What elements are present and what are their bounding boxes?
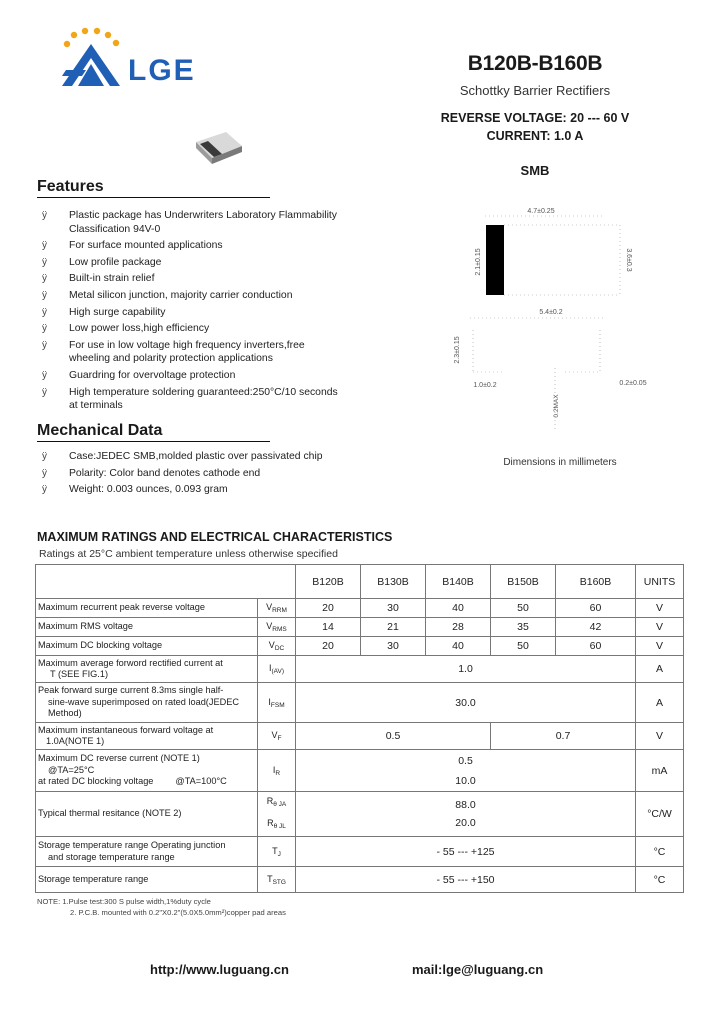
param-symbol: $I_R$: [258, 750, 296, 792]
table-row: [36, 792, 684, 837]
param-symbol: $T_{STG}$: [258, 867, 296, 893]
features-heading: Features: [37, 178, 270, 198]
column-header: B150B: [491, 565, 556, 599]
dim-side-height: 2.3±0.15: [454, 336, 461, 364]
table-cell: 50: [491, 637, 556, 656]
column-header: B130B: [361, 565, 426, 599]
dim-top-width: 4.7±0.25: [527, 208, 555, 215]
param-description: Storage temperature range: [36, 867, 258, 893]
table-header-blank: [36, 565, 258, 599]
mechanical-data-list: [40, 450, 340, 500]
product-subtitle: Schottky Barrier Rectifiers: [459, 83, 611, 98]
param-description: Maximum average forword rectified current at T (SEE FIG.1): [36, 656, 258, 683]
table-row: [36, 599, 684, 618]
smb-package-image: [192, 128, 244, 168]
current-spec: CURRENT: 1.0 A: [486, 129, 584, 143]
table-cell: 0.7: [491, 723, 636, 750]
bullet-icon: ÿ: [42, 289, 47, 301]
param-symbol: $V_{RRM}$: [258, 599, 296, 618]
param-description: Maximum RMS voltage: [36, 618, 258, 637]
list-item: ÿ High temperature soldering guaranteed:250°C/10 seconds at terminals: [42, 386, 338, 412]
table-cell: 60: [556, 637, 636, 656]
triangle-mark-icon: [62, 44, 120, 86]
lge-logo: [58, 28, 238, 92]
bullet-icon: ÿ: [42, 467, 47, 479]
table-cell: 40: [426, 637, 491, 656]
part-number-title: B120B-B160B: [467, 52, 603, 75]
top-view-outline: [485, 216, 620, 295]
mechanical-data-heading: Mechanical Data: [37, 422, 270, 442]
bullet-icon: ÿ: [42, 306, 47, 318]
unit-cell: V: [636, 618, 684, 637]
reverse-voltage-spec: REVERSE VOLTAGE: 20 --- 60 V: [440, 111, 630, 125]
sun-rays-icon: [64, 28, 119, 47]
package-name: SMB: [520, 163, 550, 178]
param-symbol: $V_{DC}$: [258, 637, 296, 656]
table-cell: 40: [426, 599, 491, 618]
param-symbol: $V_F$: [258, 723, 296, 750]
param-symbol: $T_J$: [258, 837, 296, 867]
bullet-icon: ÿ: [42, 240, 47, 252]
list-item: ÿ For use in low voltage high frequency inverters,free wheeling and polarity protection applications: [42, 339, 305, 365]
param-symbol: $I_{FSM}$: [258, 683, 296, 723]
table-cell: 1.0: [296, 656, 636, 683]
footer-email: mail:lge@luguang.cn: [412, 962, 544, 977]
bullet-icon: ÿ: [42, 273, 47, 285]
dimension-drawing: [455, 200, 685, 460]
param-symbol: $R_{\theta JA}$ $R_{\theta JL}$: [258, 792, 296, 837]
list-item: ÿ Built-in strain relief: [42, 273, 155, 285]
dim-right-height: 3.6±0.3: [625, 248, 632, 272]
list-item: ÿ Metal silicon junction, majority carrier conduction: [42, 289, 293, 301]
unit-cell: °C: [636, 867, 684, 893]
table-cell: 30: [361, 637, 426, 656]
list-item: ÿ High surge capability: [42, 306, 166, 318]
unit-cell: °C/W: [636, 792, 684, 837]
table-cell: 28: [426, 618, 491, 637]
unit-cell: mA: [636, 750, 684, 792]
table-cell: - 55 --- +150: [296, 867, 636, 893]
param-description: Maximum instantaneous forward voltage at 1.0A(NOTE 1): [36, 723, 258, 750]
ratings-heading: MAXIMUM RATINGS AND ELECTRICAL CHARACTERISTICS: [37, 530, 393, 544]
ratings-table: [35, 564, 684, 893]
table-cell: 30: [361, 599, 426, 618]
bullet-icon: ÿ: [42, 369, 47, 381]
table-row: [36, 618, 684, 637]
dim-standoff: 0.2MAX: [553, 394, 560, 418]
list-item: ÿ Weight: 0.003 ounces, 0.093 gram: [42, 484, 228, 496]
column-header: B140B: [426, 565, 491, 599]
bullet-icon: ÿ: [42, 210, 47, 221]
list-item: ÿ For surface mounted applications: [42, 240, 223, 252]
table-cell: 30.0: [296, 683, 636, 723]
table-cell: 14: [296, 618, 361, 637]
list-item: ÿ Low power loss,high efficiency: [42, 323, 210, 335]
table-cell: 35: [491, 618, 556, 637]
bullet-icon: ÿ: [42, 339, 47, 351]
table-row: [36, 837, 684, 867]
param-symbol: $I_{(AV)}$: [258, 656, 296, 683]
table-cell: 20: [296, 637, 361, 656]
list-item: ÿ Polarity: Color band denotes cathode end: [42, 467, 261, 479]
units-header: UNITS: [636, 565, 684, 599]
param-description: Maximum DC reverse current (NOTE 1) @TA=25°C at rated DC blocking voltage @TA=100°C: [36, 750, 258, 792]
side-view-outline: [470, 318, 605, 430]
features-list: [40, 209, 340, 416]
unit-cell: °C: [636, 837, 684, 867]
table-cell: - 55 --- +125: [296, 837, 636, 867]
table-row: [36, 637, 684, 656]
table-cell: 42: [556, 618, 636, 637]
param-description: Peak forward surge current 8.3ms single half- sine-wave superimposed on rated load(JEDEC Method): [36, 683, 258, 723]
unit-cell: V: [636, 599, 684, 618]
table-cell: 20: [296, 599, 361, 618]
table-header-blank: [258, 565, 296, 599]
bullet-icon: ÿ: [42, 386, 47, 398]
param-description: Storage temperature range Operating junction and storage temperature range: [36, 837, 258, 867]
list-item: ÿ Plastic package has Underwriters Laboratory Flammability Classification 94V-0: [42, 210, 337, 235]
list-item: ÿ Guardring for overvoltage protection: [42, 369, 236, 381]
bullet-icon: ÿ: [42, 323, 47, 335]
column-header: B160B: [556, 565, 636, 599]
list-item: ÿ Case:JEDEC SMB,molded plastic over passivated chip: [42, 451, 323, 462]
bullet-icon: ÿ: [42, 256, 47, 268]
param-description: Maximum recurrent peak reverse voltage: [36, 599, 258, 618]
table-row: [36, 867, 684, 893]
table-cell: 0.5: [296, 723, 491, 750]
footer-website: http://www.luguang.cn: [150, 962, 289, 977]
list-item: ÿ Low profile package: [42, 256, 162, 268]
param-description: Maximum DC blocking voltage: [36, 637, 258, 656]
ratings-condition-note: Ratings at 25°C ambient temperature unless otherwise specified: [39, 548, 338, 560]
table-cell: 60: [556, 599, 636, 618]
table-cell: 0.5 10.0: [296, 750, 636, 792]
logo-text: LGE: [128, 54, 196, 87]
dimensions-caption: Dimensions in millimeters: [503, 457, 617, 468]
table-note: 2. P.C.B. mounted with 0.2"X0.2"(5.0X5.0mm²)copper pad areas: [70, 908, 286, 917]
bullet-icon: ÿ: [42, 484, 47, 496]
unit-cell: A: [636, 656, 684, 683]
param-description: Typical thermal resitance (NOTE 2): [36, 792, 258, 837]
table-cell: 21: [361, 618, 426, 637]
table-cell: 50: [491, 599, 556, 618]
table-header-row: [36, 565, 684, 599]
param-symbol: $V_{RMS}$: [258, 618, 296, 637]
cathode-band: [486, 225, 504, 295]
column-header: B120B: [296, 565, 361, 599]
unit-cell: A: [636, 683, 684, 723]
dim-lead-thickness: 0.2±0.05: [619, 380, 647, 387]
dim-side-width: 5.4±0.2: [539, 309, 563, 316]
table-cell: 88.0 20.0: [296, 792, 636, 837]
dim-lead-length: 1.0±0.2: [473, 382, 497, 389]
unit-cell: V: [636, 637, 684, 656]
dim-left-height: 2.1±0.15: [475, 248, 482, 276]
table-row: [36, 750, 684, 792]
table-row: [36, 656, 684, 683]
bullet-icon: ÿ: [42, 451, 47, 462]
table-note: NOTE: 1.Pulse test:300 S pulse width,1%duty cycle: [37, 897, 211, 906]
unit-cell: V: [636, 723, 684, 750]
table-row: [36, 723, 684, 750]
table-row: [36, 683, 684, 723]
